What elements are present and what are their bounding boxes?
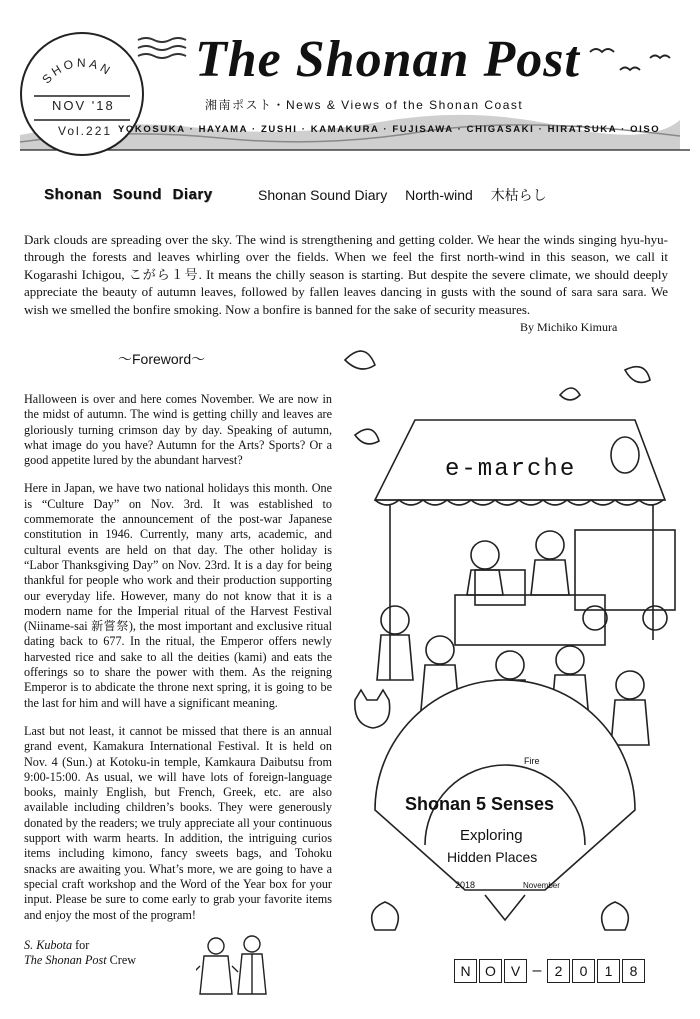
town-list: YOKOSUKA · HAYAMA · ZUSHI · KAMAKURA · FUJISAWA · CHIGASAKI · HIRATSUKA · OISO	[118, 124, 661, 135]
foreword-title: ～Foreword～	[118, 351, 206, 367]
date-box-month: V	[504, 959, 527, 983]
signature-for: for	[75, 938, 90, 952]
postmark-stamp	[20, 32, 144, 156]
diary-sub-topic: North-wind	[405, 187, 473, 203]
diary-heading: Shonan Sound Diary	[44, 186, 213, 203]
foreword-paragraph-2: Here in Japan, we have two national holidays this month. One is “Culture Day” on Nov. 3rd. It was established to commemorate the announcement of the post-war Japanese constitution in 1946. Currently, many arts, academic, and cultural events are held on that day. The other holiday is “Labor Thanksgiving Day” on Nov. 23rd. It is a day for being thankful for people who work and their production supporting our everyday life. However, many do not know that it is a modern name for the Imperial ritual of the Harvest Festival (Niiname-sai 新嘗祭), the most important and exclusive ritual dating back to 677. In the ritual, the Emperor offers newly harvested rice and sake to all the deities (kami) and eats the offerings so to share the power with them. As the reigning Emperor is to abdicate the throne next spring, it is going to be the last for him and will have a significant meaning.	[24, 481, 332, 710]
postmark-lines	[138, 38, 186, 58]
stamp-top-text: SHONAN	[39, 55, 116, 87]
date-box-month: N	[454, 959, 477, 983]
foreword-paragraph-3: Last but not least, it cannot be missed that there is an annual grand event, Kamakura International Festival. It is held on Nov. 4 (Sun.) at Kotoku-in temple, Kamkaura Daibutsu from 9:00-15:00. As usual, we will have lots of foreign-language books, mainly English, but French, Greek, etc. are also available including children’s books. They were generously donated by the readers; we truly appreciate all your continuous support with warm hearts. In addition, the intriguing curios items including kimono, fancy sweets bags, and Tohoku snacks are awaiting you. What’s more, we are going to have a special craft workshop and the Word of the Year box for your input. Please be sure to come early to grab your favorite items and enjoy the most of the program!	[24, 723, 332, 922]
fan-year-text: 2018	[455, 880, 476, 890]
cat-icon	[355, 690, 390, 728]
stamp-date: NOV '18	[52, 98, 115, 113]
kimono-couple-illustration	[196, 932, 276, 1002]
foreword-paragraph-1: Halloween is over and here comes November. We are now in the midst of autumn. The wind is getting chilly and leaves are gloriously turning crimson day by day. Speaking of autumn, what image do you have? Autumn for the Arts? Sports? Or a good appetite lured by the abundant harvest?	[24, 392, 332, 468]
leaf-icon	[355, 429, 379, 444]
diary-subheading	[258, 185, 547, 205]
signature-crew: Crew	[109, 953, 137, 968]
fan-tag-text: Fire	[524, 756, 540, 766]
leaf-icon	[560, 388, 580, 400]
foreword-body	[24, 392, 332, 936]
truck	[575, 530, 675, 610]
signature	[24, 938, 136, 969]
diary-byline: By Michiko Kimura	[520, 320, 618, 334]
newspaper-subtitle: 湘南ポスト・News & Views of the Shonan Coast	[205, 98, 524, 112]
fan-month-text: November	[523, 881, 560, 890]
date-box-year: 8	[622, 959, 645, 983]
date-box-month: O	[479, 959, 502, 983]
newspaper-title: The Shonan Post	[195, 31, 580, 88]
acorn-icon	[602, 902, 629, 930]
diary-body: Dark clouds are spreading over the sky. The wind is strengthening and getting colder. We hear the winds singing hyu-hyu- through the forests and leaves whirling over the fields. When we feel the first north-wind in this season, we call it Kogarashi Ichigou, こがら１号. It means the chilly season is starting. But despite the severe climate, we should deeply appreciate the beauty of autumn leaves, followed by fallen leaves dancing in gusts with the sound of sara sara sara. We wish we smelled the bonfire smoking. Now a bonfire is banned for the sake of security measures.	[24, 232, 668, 317]
e-marche-illustration	[335, 340, 687, 940]
masthead	[0, 0, 700, 150]
diary-sub-topic-jp: 木枯らし	[490, 187, 547, 203]
signature-paper: The Shonan Post	[24, 953, 107, 968]
signature-name: S. Kubota	[24, 938, 73, 952]
acorn-icon	[372, 902, 399, 930]
date-box-year: 2	[547, 959, 570, 983]
tent-sign-text: e-marche	[445, 456, 577, 483]
issue-date-boxes	[454, 959, 647, 983]
diary-sub-title: Shonan Sound Diary	[258, 187, 388, 203]
fan-line2-text: Hidden Places	[447, 849, 538, 865]
leaf-icon	[625, 367, 650, 383]
date-box-year: 0	[572, 959, 595, 983]
fan-line1-text: Exploring	[460, 827, 523, 844]
date-box-year: 1	[597, 959, 620, 983]
date-separator: –	[532, 962, 542, 979]
leaf-icon	[345, 351, 375, 369]
birds-icon	[590, 49, 670, 70]
fan-title-text: Shonan 5 Senses	[405, 794, 555, 814]
stamp-volume: Vol.221	[58, 124, 113, 138]
